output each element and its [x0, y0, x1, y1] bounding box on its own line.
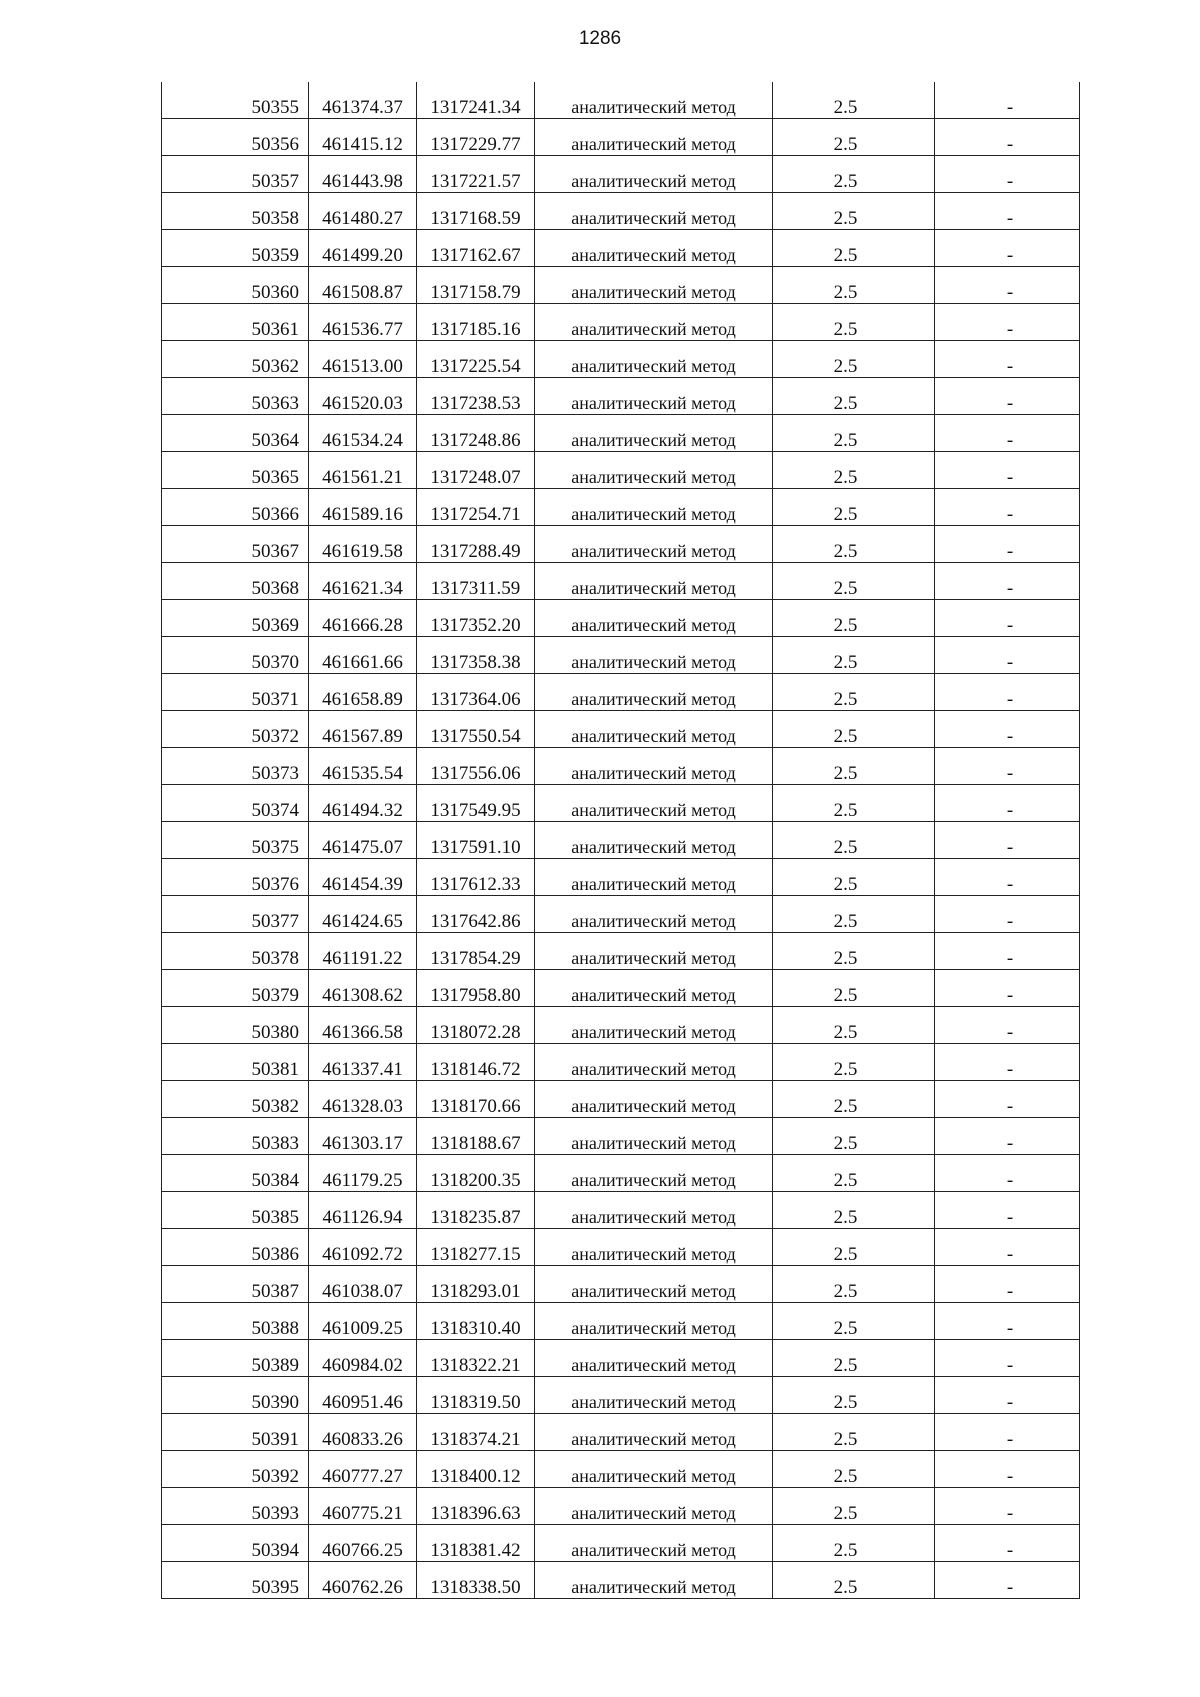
cell-accuracy: 2.5: [773, 896, 935, 933]
cell-y-coordinate: 1317549.95: [417, 785, 535, 822]
table-row: [162, 267, 1080, 304]
cell-note: -: [935, 415, 1080, 452]
cell-x-coordinate: 461179.25: [309, 1155, 417, 1192]
cell-x-coordinate: 461191.22: [309, 933, 417, 970]
table-row: [162, 378, 1080, 415]
table-row: [162, 1340, 1080, 1377]
table-row: [162, 933, 1080, 970]
cell-point-number: 50375: [162, 822, 309, 859]
cell-note: -: [935, 600, 1080, 637]
cell-method: аналитический метод: [535, 600, 773, 637]
cell-x-coordinate: 461499.20: [309, 230, 417, 267]
cell-point-number: 50361: [162, 304, 309, 341]
cell-x-coordinate: 460833.26: [309, 1414, 417, 1451]
cell-method: аналитический метод: [535, 1155, 773, 1192]
cell-point-number: 50382: [162, 1081, 309, 1118]
cell-method: аналитический метод: [535, 415, 773, 452]
cell-method: аналитический метод: [535, 563, 773, 600]
cell-point-number: 50356: [162, 119, 309, 156]
cell-point-number: 50359: [162, 230, 309, 267]
cell-x-coordinate: 461126.94: [309, 1192, 417, 1229]
cell-note: -: [935, 193, 1080, 230]
cell-method: аналитический метод: [535, 1007, 773, 1044]
table-row: [162, 896, 1080, 933]
cell-accuracy: 2.5: [773, 1451, 935, 1488]
cell-y-coordinate: 1317254.71: [417, 489, 535, 526]
cell-y-coordinate: 1318322.21: [417, 1340, 535, 1377]
cell-x-coordinate: 461666.28: [309, 600, 417, 637]
cell-method: аналитический метод: [535, 1229, 773, 1266]
cell-y-coordinate: 1318277.15: [417, 1229, 535, 1266]
cell-point-number: 50365: [162, 452, 309, 489]
cell-accuracy: 2.5: [773, 1192, 935, 1229]
cell-y-coordinate: 1318400.12: [417, 1451, 535, 1488]
cell-y-coordinate: 1317248.07: [417, 452, 535, 489]
table-row: [162, 600, 1080, 637]
cell-accuracy: 2.5: [773, 304, 935, 341]
cell-note: -: [935, 1118, 1080, 1155]
cell-point-number: 50386: [162, 1229, 309, 1266]
cell-point-number: 50394: [162, 1525, 309, 1562]
cell-accuracy: 2.5: [773, 711, 935, 748]
cell-note: -: [935, 1303, 1080, 1340]
cell-accuracy: 2.5: [773, 267, 935, 304]
cell-x-coordinate: 461308.62: [309, 970, 417, 1007]
cell-accuracy: 2.5: [773, 230, 935, 267]
cell-x-coordinate: 461480.27: [309, 193, 417, 230]
cell-x-coordinate: 461303.17: [309, 1118, 417, 1155]
cell-point-number: 50376: [162, 859, 309, 896]
cell-x-coordinate: 461374.37: [309, 82, 417, 119]
cell-accuracy: 2.5: [773, 748, 935, 785]
cell-x-coordinate: 461536.77: [309, 304, 417, 341]
cell-accuracy: 2.5: [773, 119, 935, 156]
cell-point-number: 50380: [162, 1007, 309, 1044]
table-row: [162, 1488, 1080, 1525]
cell-y-coordinate: 1317958.80: [417, 970, 535, 1007]
cell-x-coordinate: 461535.54: [309, 748, 417, 785]
table-row: [162, 526, 1080, 563]
cell-accuracy: 2.5: [773, 1562, 935, 1599]
table-row: [162, 637, 1080, 674]
table-row: [162, 156, 1080, 193]
cell-x-coordinate: 460951.46: [309, 1377, 417, 1414]
cell-method: аналитический метод: [535, 267, 773, 304]
cell-method: аналитический метод: [535, 304, 773, 341]
cell-method: аналитический метод: [535, 785, 773, 822]
cell-accuracy: 2.5: [773, 452, 935, 489]
cell-note: -: [935, 970, 1080, 1007]
cell-y-coordinate: 1317364.06: [417, 674, 535, 711]
table-row: [162, 1229, 1080, 1266]
cell-x-coordinate: 461508.87: [309, 267, 417, 304]
cell-accuracy: 2.5: [773, 1229, 935, 1266]
cell-y-coordinate: 1318170.66: [417, 1081, 535, 1118]
cell-note: -: [935, 1155, 1080, 1192]
cell-method: аналитический метод: [535, 933, 773, 970]
cell-note: -: [935, 489, 1080, 526]
cell-y-coordinate: 1318293.01: [417, 1266, 535, 1303]
cell-note: -: [935, 1081, 1080, 1118]
cell-x-coordinate: 461337.41: [309, 1044, 417, 1081]
cell-note: -: [935, 341, 1080, 378]
cell-method: аналитический метод: [535, 1451, 773, 1488]
cell-method: аналитический метод: [535, 1340, 773, 1377]
cell-y-coordinate: 1317288.49: [417, 526, 535, 563]
cell-note: -: [935, 1377, 1080, 1414]
table-row: [162, 452, 1080, 489]
cell-note: -: [935, 1488, 1080, 1525]
cell-point-number: 50389: [162, 1340, 309, 1377]
cell-point-number: 50360: [162, 267, 309, 304]
cell-note: -: [935, 674, 1080, 711]
cell-x-coordinate: 461415.12: [309, 119, 417, 156]
table-row: [162, 1562, 1080, 1599]
cell-point-number: 50373: [162, 748, 309, 785]
cell-x-coordinate: 461534.24: [309, 415, 417, 452]
cell-point-number: 50391: [162, 1414, 309, 1451]
cell-y-coordinate: 1318146.72: [417, 1044, 535, 1081]
cell-point-number: 50384: [162, 1155, 309, 1192]
cell-note: -: [935, 1192, 1080, 1229]
cell-method: аналитический метод: [535, 970, 773, 1007]
cell-method: аналитический метод: [535, 82, 773, 119]
cell-method: аналитический метод: [535, 711, 773, 748]
cell-accuracy: 2.5: [773, 933, 935, 970]
cell-x-coordinate: 461561.21: [309, 452, 417, 489]
cell-x-coordinate: 461092.72: [309, 1229, 417, 1266]
cell-accuracy: 2.5: [773, 156, 935, 193]
table-row: [162, 304, 1080, 341]
cell-point-number: 50379: [162, 970, 309, 1007]
cell-point-number: 50362: [162, 341, 309, 378]
cell-note: -: [935, 82, 1080, 119]
cell-method: аналитический метод: [535, 193, 773, 230]
cell-note: -: [935, 711, 1080, 748]
cell-y-coordinate: 1318319.50: [417, 1377, 535, 1414]
cell-point-number: 50395: [162, 1562, 309, 1599]
table-row: [162, 230, 1080, 267]
coordinates-table: [161, 82, 1080, 1599]
cell-accuracy: 2.5: [773, 637, 935, 674]
cell-y-coordinate: 1317352.20: [417, 600, 535, 637]
table-row: [162, 674, 1080, 711]
cell-method: аналитический метод: [535, 1081, 773, 1118]
cell-y-coordinate: 1318310.40: [417, 1303, 535, 1340]
cell-y-coordinate: 1318374.21: [417, 1414, 535, 1451]
table-row: [162, 1303, 1080, 1340]
cell-y-coordinate: 1317642.86: [417, 896, 535, 933]
cell-note: -: [935, 785, 1080, 822]
cell-point-number: 50358: [162, 193, 309, 230]
cell-note: -: [935, 1562, 1080, 1599]
cell-accuracy: 2.5: [773, 970, 935, 1007]
cell-point-number: 50366: [162, 489, 309, 526]
cell-accuracy: 2.5: [773, 1414, 935, 1451]
table-row: [162, 1451, 1080, 1488]
cell-x-coordinate: 460777.27: [309, 1451, 417, 1488]
cell-x-coordinate: 461366.58: [309, 1007, 417, 1044]
cell-point-number: 50371: [162, 674, 309, 711]
cell-method: аналитический метод: [535, 1488, 773, 1525]
cell-note: -: [935, 859, 1080, 896]
cell-x-coordinate: 461621.34: [309, 563, 417, 600]
cell-x-coordinate: 461475.07: [309, 822, 417, 859]
cell-x-coordinate: 461443.98: [309, 156, 417, 193]
cell-method: аналитический метод: [535, 526, 773, 563]
cell-y-coordinate: 1318235.87: [417, 1192, 535, 1229]
cell-x-coordinate: 461009.25: [309, 1303, 417, 1340]
table-row: [162, 119, 1080, 156]
table-row: [162, 1155, 1080, 1192]
cell-y-coordinate: 1317556.06: [417, 748, 535, 785]
cell-note: -: [935, 526, 1080, 563]
cell-y-coordinate: 1317168.59: [417, 193, 535, 230]
table-row: [162, 748, 1080, 785]
cell-method: аналитический метод: [535, 1414, 773, 1451]
cell-y-coordinate: 1318200.35: [417, 1155, 535, 1192]
cell-y-coordinate: 1317248.86: [417, 415, 535, 452]
cell-point-number: 50383: [162, 1118, 309, 1155]
table-row: [162, 563, 1080, 600]
table-row: [162, 1414, 1080, 1451]
cell-x-coordinate: 460984.02: [309, 1340, 417, 1377]
cell-note: -: [935, 637, 1080, 674]
table-row: [162, 859, 1080, 896]
table-body: [162, 82, 1080, 1599]
table-row: [162, 970, 1080, 1007]
cell-accuracy: 2.5: [773, 1155, 935, 1192]
cell-x-coordinate: 461619.58: [309, 526, 417, 563]
cell-method: аналитический метод: [535, 489, 773, 526]
cell-method: аналитический метод: [535, 1044, 773, 1081]
cell-note: -: [935, 1266, 1080, 1303]
cell-point-number: 50388: [162, 1303, 309, 1340]
cell-point-number: 50374: [162, 785, 309, 822]
cell-method: аналитический метод: [535, 1562, 773, 1599]
cell-accuracy: 2.5: [773, 489, 935, 526]
cell-accuracy: 2.5: [773, 415, 935, 452]
cell-accuracy: 2.5: [773, 1081, 935, 1118]
cell-method: аналитический метод: [535, 674, 773, 711]
cell-point-number: 50393: [162, 1488, 309, 1525]
cell-y-coordinate: 1318072.28: [417, 1007, 535, 1044]
table-row: [162, 1044, 1080, 1081]
cell-accuracy: 2.5: [773, 1377, 935, 1414]
cell-y-coordinate: 1317854.29: [417, 933, 535, 970]
table-row: [162, 489, 1080, 526]
cell-point-number: 50377: [162, 896, 309, 933]
cell-y-coordinate: 1317591.10: [417, 822, 535, 859]
cell-point-number: 50364: [162, 415, 309, 452]
cell-x-coordinate: 461658.89: [309, 674, 417, 711]
table-row: [162, 1192, 1080, 1229]
cell-x-coordinate: 460762.26: [309, 1562, 417, 1599]
cell-method: аналитический метод: [535, 230, 773, 267]
cell-accuracy: 2.5: [773, 341, 935, 378]
cell-accuracy: 2.5: [773, 378, 935, 415]
cell-note: -: [935, 230, 1080, 267]
cell-method: аналитический метод: [535, 859, 773, 896]
cell-method: аналитический метод: [535, 896, 773, 933]
cell-point-number: 50385: [162, 1192, 309, 1229]
cell-note: -: [935, 267, 1080, 304]
table-row: [162, 1118, 1080, 1155]
cell-accuracy: 2.5: [773, 563, 935, 600]
cell-point-number: 50368: [162, 563, 309, 600]
cell-point-number: 50367: [162, 526, 309, 563]
cell-point-number: 50355: [162, 82, 309, 119]
cell-accuracy: 2.5: [773, 526, 935, 563]
cell-method: аналитический метод: [535, 341, 773, 378]
cell-x-coordinate: 461513.00: [309, 341, 417, 378]
cell-accuracy: 2.5: [773, 1044, 935, 1081]
cell-accuracy: 2.5: [773, 193, 935, 230]
cell-note: -: [935, 1525, 1080, 1562]
cell-x-coordinate: 461520.03: [309, 378, 417, 415]
cell-note: -: [935, 1229, 1080, 1266]
cell-x-coordinate: 460766.25: [309, 1525, 417, 1562]
table-row: [162, 822, 1080, 859]
cell-point-number: 50372: [162, 711, 309, 748]
cell-point-number: 50357: [162, 156, 309, 193]
cell-method: аналитический метод: [535, 748, 773, 785]
cell-x-coordinate: 461661.66: [309, 637, 417, 674]
cell-method: аналитический метод: [535, 1266, 773, 1303]
cell-note: -: [935, 1007, 1080, 1044]
cell-accuracy: 2.5: [773, 822, 935, 859]
table-row: [162, 1007, 1080, 1044]
cell-note: -: [935, 1414, 1080, 1451]
cell-accuracy: 2.5: [773, 1488, 935, 1525]
table-row: [162, 1525, 1080, 1562]
cell-x-coordinate: 461567.89: [309, 711, 417, 748]
cell-accuracy: 2.5: [773, 785, 935, 822]
cell-note: -: [935, 1340, 1080, 1377]
cell-y-coordinate: 1317229.77: [417, 119, 535, 156]
cell-accuracy: 2.5: [773, 1303, 935, 1340]
cell-y-coordinate: 1317550.54: [417, 711, 535, 748]
cell-accuracy: 2.5: [773, 1266, 935, 1303]
table-row: [162, 1081, 1080, 1118]
table-row: [162, 82, 1080, 119]
cell-note: -: [935, 933, 1080, 970]
cell-method: аналитический метод: [535, 822, 773, 859]
cell-method: аналитический метод: [535, 378, 773, 415]
table-row: [162, 193, 1080, 230]
cell-y-coordinate: 1317311.59: [417, 563, 535, 600]
cell-accuracy: 2.5: [773, 1525, 935, 1562]
cell-point-number: 50381: [162, 1044, 309, 1081]
cell-note: -: [935, 452, 1080, 489]
cell-accuracy: 2.5: [773, 82, 935, 119]
cell-y-coordinate: 1317225.54: [417, 341, 535, 378]
cell-x-coordinate: 460775.21: [309, 1488, 417, 1525]
cell-note: -: [935, 748, 1080, 785]
cell-method: аналитический метод: [535, 1118, 773, 1155]
cell-accuracy: 2.5: [773, 1007, 935, 1044]
cell-method: аналитический метод: [535, 1525, 773, 1562]
table-row: [162, 1266, 1080, 1303]
cell-x-coordinate: 461424.65: [309, 896, 417, 933]
cell-note: -: [935, 304, 1080, 341]
cell-y-coordinate: 1318381.42: [417, 1525, 535, 1562]
cell-note: -: [935, 896, 1080, 933]
cell-x-coordinate: 461328.03: [309, 1081, 417, 1118]
cell-point-number: 50378: [162, 933, 309, 970]
cell-method: аналитический метод: [535, 452, 773, 489]
cell-note: -: [935, 822, 1080, 859]
cell-accuracy: 2.5: [773, 1118, 935, 1155]
cell-point-number: 50392: [162, 1451, 309, 1488]
cell-note: -: [935, 1451, 1080, 1488]
cell-point-number: 50369: [162, 600, 309, 637]
cell-y-coordinate: 1318396.63: [417, 1488, 535, 1525]
cell-y-coordinate: 1317238.53: [417, 378, 535, 415]
cell-accuracy: 2.5: [773, 1340, 935, 1377]
cell-accuracy: 2.5: [773, 600, 935, 637]
cell-accuracy: 2.5: [773, 859, 935, 896]
cell-y-coordinate: 1318188.67: [417, 1118, 535, 1155]
cell-note: -: [935, 378, 1080, 415]
cell-point-number: 50363: [162, 378, 309, 415]
cell-point-number: 50370: [162, 637, 309, 674]
cell-y-coordinate: 1317221.57: [417, 156, 535, 193]
cell-y-coordinate: 1317185.16: [417, 304, 535, 341]
table-row: [162, 1377, 1080, 1414]
cell-y-coordinate: 1317162.67: [417, 230, 535, 267]
cell-note: -: [935, 156, 1080, 193]
cell-point-number: 50387: [162, 1266, 309, 1303]
cell-x-coordinate: 461589.16: [309, 489, 417, 526]
table-row: [162, 711, 1080, 748]
cell-y-coordinate: 1318338.50: [417, 1562, 535, 1599]
cell-y-coordinate: 1317241.34: [417, 82, 535, 119]
cell-note: -: [935, 119, 1080, 156]
cell-y-coordinate: 1317158.79: [417, 267, 535, 304]
cell-method: аналитический метод: [535, 1192, 773, 1229]
cell-x-coordinate: 461454.39: [309, 859, 417, 896]
table-row: [162, 785, 1080, 822]
cell-method: аналитический метод: [535, 1377, 773, 1414]
cell-method: аналитический метод: [535, 119, 773, 156]
cell-method: аналитический метод: [535, 637, 773, 674]
cell-x-coordinate: 461494.32: [309, 785, 417, 822]
table-row: [162, 415, 1080, 452]
cell-method: аналитический метод: [535, 156, 773, 193]
cell-x-coordinate: 461038.07: [309, 1266, 417, 1303]
table-row: [162, 341, 1080, 378]
cell-note: -: [935, 1044, 1080, 1081]
cell-y-coordinate: 1317358.38: [417, 637, 535, 674]
page-number: 1286: [578, 28, 622, 49]
cell-accuracy: 2.5: [773, 674, 935, 711]
cell-method: аналитический метод: [535, 1303, 773, 1340]
cell-point-number: 50390: [162, 1377, 309, 1414]
cell-note: -: [935, 563, 1080, 600]
cell-y-coordinate: 1317612.33: [417, 859, 535, 896]
